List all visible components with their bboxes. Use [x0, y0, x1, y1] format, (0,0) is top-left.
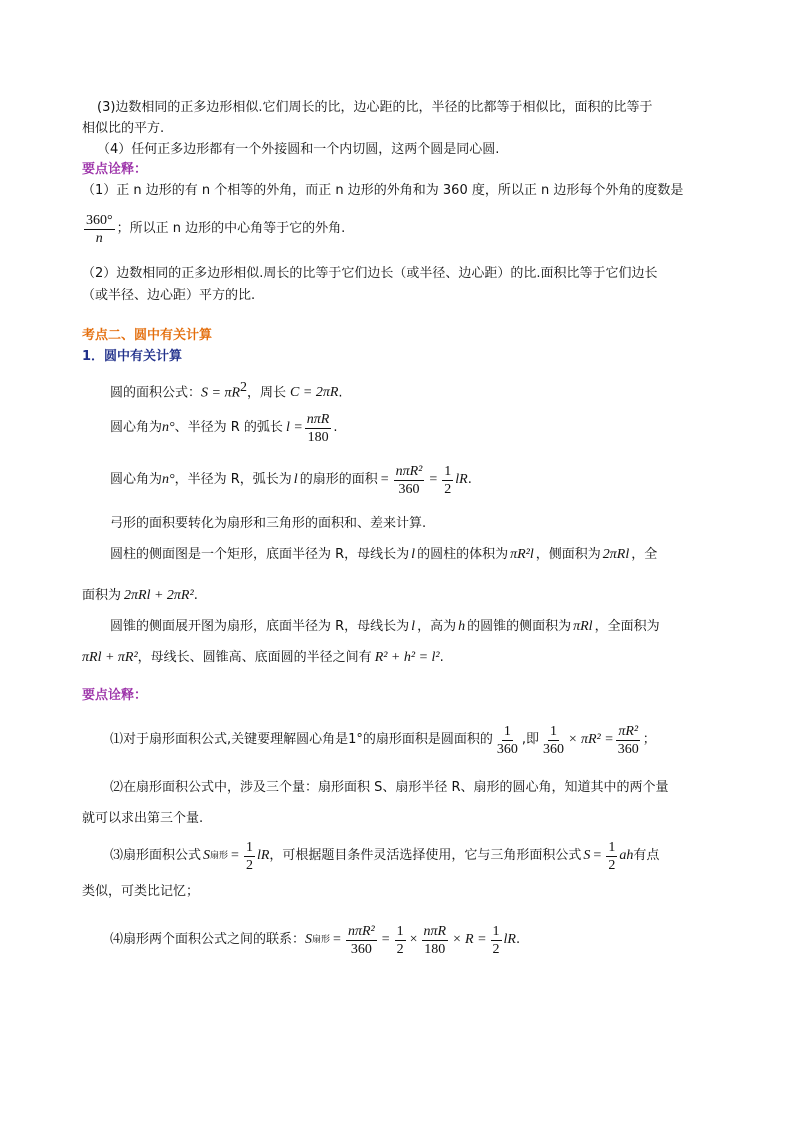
sector-area-line: 圆心角为 n° ，半径为 R，弧长为 l 的扇形的面积 = $\frac{\text{nπR²}}{360}$ = $\frac{1}{2}$ lR .: [110, 463, 472, 497]
n4-frac-a: $\frac{\text{nπR²}}{360}$: [347, 923, 375, 957]
item-3-cont: 相似比的平方.: [82, 121, 165, 136]
item-3: (3)边数相同的正多边形相似.它们周长的比，边心距的比，半径的比都等于相似比，面积的比等于: [97, 100, 653, 115]
n4-frac-b: $\frac{1}{2}$: [396, 923, 404, 957]
cone-line-a: 圆锥的侧面展开图为扇形，底面半径为 R，母线长为 l ，高为 h 的圆锥的侧面积为 πRl ，全面积为: [110, 619, 660, 634]
notes-heading-1: 要点诠释：: [82, 162, 148, 177]
bow-line: 弓形的面积要转化为扇形和三角形的面积和、差来计算.: [110, 516, 427, 531]
half-fraction: $\frac{1}{2}$: [444, 463, 452, 497]
note2-2-b: 就可以求出第三个量.: [82, 811, 204, 826]
cylinder-line-b: 面积为 2πRl + 2πR².: [82, 588, 198, 603]
note-2-line-b: （或半径、边心距）平方的比.: [82, 288, 256, 303]
one-over-360-b: $\frac{1}{360}$: [543, 723, 565, 757]
item-4: （4）任何正多边形都有一个外接圆和一个内切圆，这两个圆是同心圆.: [97, 142, 500, 157]
note-1-tail: ；所以正 n 边形的中心角等于它的外角.: [116, 221, 346, 236]
note-1-line-b: [82, 210, 345, 248]
note2-3-b: 类似，可类比记忆；: [82, 884, 200, 899]
section-heading: 考点二、圆中有关计算: [82, 328, 213, 343]
note2-3-a: ⑶扇形面积公式 S 扇形 = $\frac{1}{2}$ lR ，可根据题目条件灵活选择使用，它与三角形面积公式 S = $\frac{1}{2}$ ah 有点: [110, 839, 660, 873]
note2-2-a: ⑵在扇形面积公式中，涉及三个量：扇形面积 S、扇形半径 R、扇形的圆心角，知道其中的两个量: [110, 780, 669, 795]
arc-fraction: $\frac{\text{nπR}}{180}$: [306, 411, 330, 445]
n4-frac-c: $\frac{\text{nπR}}{180}$: [423, 923, 447, 957]
pi-r2-over-360: $\frac{\text{πR²}}{360}$: [617, 723, 639, 757]
sector-fraction: $\frac{\text{nπR²}}{360}$: [395, 463, 423, 497]
note2-4: ⑷扇形两个面积公式之间的联系： S 扇形 = $\frac{\text{nπR²}}{360}$ = $\frac{1}{2}$ × $\frac{\text{nπR}}{180}$ × R = $\frac{1}{2}$ lR .: [110, 923, 521, 957]
cylinder-line-a: 圆柱的侧面图是一个矩形，底面半径为 R，母线长为 l 的圆柱的体积为 πR²l ，侧面积为 2πRl ，全: [110, 547, 658, 562]
triangle-half: $\frac{1}{2}$: [608, 839, 616, 873]
note2-1: ⑴对于扇形面积公式,关键要理解圆心角是1°的扇形面积是圆面积的 $\frac{1}{360}$ ,即 $\frac{1}{360}$ × πR² = $\frac{\text{πR²}}{360}$ ；: [110, 723, 656, 757]
n4-frac-d: $\frac{1}{2}$: [492, 923, 500, 957]
cone-line-b: πRl + πR²，母线长、圆锥高、底面圆的半径之间有 R² + h² = l².: [82, 650, 444, 665]
sector-half-a: $\frac{1}{2}$: [245, 839, 253, 873]
one-over-360-a: $\frac{1}{360}$: [496, 723, 518, 757]
subsection-heading: 1．圆中有关计算: [82, 349, 183, 364]
notes-heading-2: 要点诠释：: [82, 688, 148, 703]
note-1-line-a: （1）正 n 边形的有 n 个相等的外角，而正 n 边形的外角和为 360 度，所以正 n 边形每个外角的度数是: [82, 183, 684, 198]
fraction-360-over-n: $\frac{360^\circ}{n}$: [86, 212, 113, 246]
arc-length-line: 圆心角为 n° 、半径为 R 的弧长 l = $\frac{\text{nπR}}{180}$ .: [110, 411, 338, 445]
circle-area-line: 圆的面积公式：$S = \pi R^2$，周长 C = 2πR.: [110, 380, 343, 401]
note-2-line-a: （2）边数相同的正多边形相似.周长的比等于它们边长（或半径、边心距）的比.面积比等于它们边长: [82, 266, 658, 281]
